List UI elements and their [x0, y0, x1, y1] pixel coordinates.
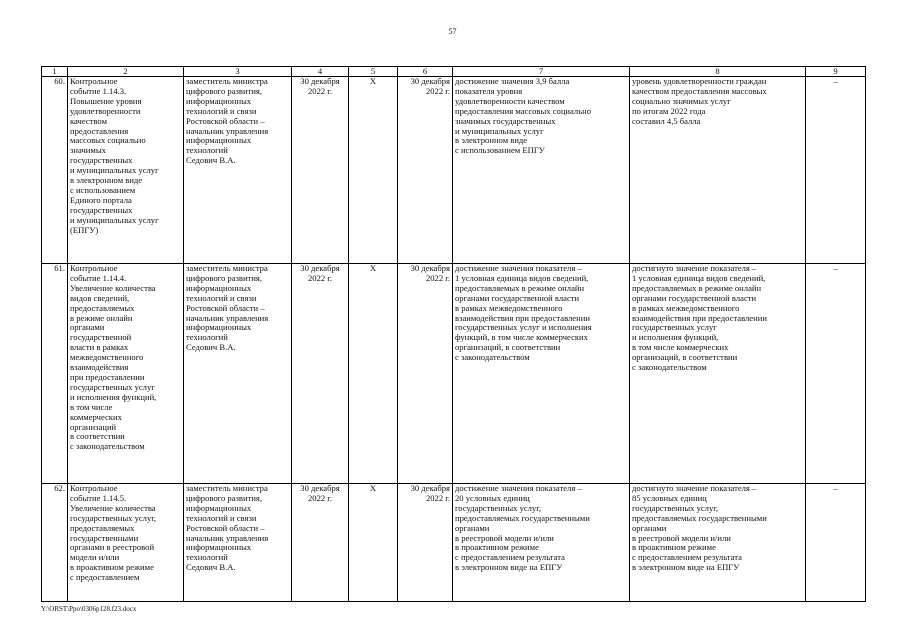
text-line: предоставляемых государственными [455, 512, 590, 523]
text-line: Повышение уровня [70, 95, 142, 106]
text-line: информационных [186, 95, 252, 106]
text-line: технологий и связи [186, 292, 257, 303]
text-line: и муниципальных услуг [70, 214, 159, 225]
text-line: событие 1.14.4. [70, 272, 127, 283]
fact-date-cell [398, 264, 453, 484]
report-table [41, 66, 866, 602]
text-line: технологий и связи [186, 105, 257, 116]
text-line: достижение значения показателя – [455, 483, 582, 493]
text-line: 2022 г. [425, 272, 450, 283]
text-line: в соответствии [70, 431, 125, 442]
text-line: и исполнения функций, [632, 332, 719, 343]
text-line: Ростовской области – [186, 522, 265, 533]
text-line: достижение значения 3,9 балла [455, 76, 570, 86]
file-path-footer: Y:\ORST\Ppo\0306p128.f23.docx [41, 605, 137, 613]
text-line: в электронном виде на ЕПГУ [455, 562, 563, 573]
text-line: государственных [70, 155, 133, 166]
plan-date-cell [292, 264, 349, 484]
text-line: 1 условная единица видов сведений, [455, 272, 589, 283]
text-line: органами [455, 522, 490, 533]
text-line: технологий [186, 552, 228, 563]
x-mark-cell: X [349, 484, 398, 602]
text-line: Седович В.А. [186, 342, 236, 353]
text-line: органами [70, 322, 105, 333]
plan-date-cell [292, 484, 349, 602]
text-line: информационных [186, 135, 252, 146]
text-line: 30 декабря [410, 483, 450, 493]
text-line: в том числе [70, 401, 113, 412]
fact-date-cell [398, 77, 453, 264]
table-row [42, 264, 866, 484]
row-number-cell: 61. [42, 264, 68, 484]
text-line: по итогам 2022 года [632, 105, 706, 116]
text-line: модели и/или [70, 552, 120, 563]
text-line: предоставляемых государственными [632, 512, 767, 523]
text-line: 30 декабря [410, 263, 450, 273]
text-line: составил 4,5 балла [632, 115, 701, 126]
text-line: Контрольное [70, 76, 118, 86]
text-line: Седович В.А. [186, 562, 236, 573]
text-line: информационных [186, 502, 252, 513]
responsible-cell [184, 77, 292, 264]
text-line: с предоставлением [70, 572, 140, 583]
text-line: 20 условных единиц [455, 492, 530, 503]
text-line: в рамках межведомственного [632, 302, 740, 313]
text-line: 85 условных единиц [632, 492, 707, 503]
text-line: в том числе коммерческих [632, 342, 729, 353]
text-line: качеством [70, 115, 108, 126]
text-line: Увеличение количества [70, 502, 156, 513]
text-line: уровень удовлетворенности граждан [632, 76, 767, 86]
column-header: 8 [630, 67, 806, 77]
column-header: 3 [184, 67, 292, 77]
text-line: взаимодействия при предоставлении [632, 312, 767, 323]
column-header: 4 [292, 67, 349, 77]
text-line: государственных услуг и исполнения [455, 322, 592, 333]
text-line: 2022 г. [425, 85, 450, 96]
text-line: при предоставлении [70, 371, 145, 382]
text-line: предоставляемых [70, 522, 135, 533]
text-line: предоставляемых [70, 302, 135, 313]
text-line: Контрольное [70, 483, 118, 493]
text-line: с предоставлением результата [455, 552, 565, 563]
text-line: социально значимых услуг [632, 95, 731, 106]
event-cell [68, 484, 184, 602]
table-row [42, 484, 866, 602]
expected-result-cell [453, 77, 630, 264]
text-line: Контрольное [70, 263, 118, 273]
text-line: заместитель министра [186, 483, 268, 493]
text-line: функций, в том числе коммерческих [455, 332, 588, 343]
text-line: (ЕПГУ) [70, 224, 99, 235]
text-line: заместитель министра [186, 263, 268, 273]
text-line: организаций [70, 421, 117, 432]
text-line: Единого портала [70, 194, 132, 205]
text-line: государственных услуг, [70, 512, 156, 523]
text-line: Седович В.А. [186, 155, 236, 166]
text-line: в электронном виде на ЕПГУ [632, 562, 740, 573]
text-line: предоставляемых в режиме онлайн [455, 282, 585, 293]
text-line: органами [632, 522, 667, 533]
text-line: событие 1.14.3. [70, 85, 127, 96]
text-line: 2022 г. [425, 492, 450, 503]
text-line: значимых [70, 145, 106, 156]
note-cell: – [806, 264, 866, 484]
text-line: органами государственной власти [455, 292, 580, 303]
text-line: взаимодействия при предоставлении [455, 312, 590, 323]
text-line: с законодательством [70, 441, 145, 452]
text-line: предоставления [70, 125, 129, 136]
expected-result-cell [453, 484, 630, 602]
text-line: значимых государственных [455, 115, 556, 126]
text-line: государственных услуг [632, 322, 717, 333]
actual-result-cell [630, 77, 806, 264]
x-mark-cell: X [349, 77, 398, 264]
x-mark-cell: X [349, 264, 398, 484]
column-header: 9 [806, 67, 866, 77]
column-header: 6 [398, 67, 453, 77]
header-row [42, 67, 866, 77]
text-line: технологий и связи [186, 512, 257, 523]
text-line: органами в реестровой [70, 542, 155, 553]
text-line: достижение значения показателя – [455, 263, 582, 273]
text-line: информационных [186, 322, 252, 333]
column-header: 5 [349, 67, 398, 77]
row-number-cell: 62. [42, 484, 68, 602]
text-line: органами государственной власти [632, 292, 757, 303]
text-line: цифрового развития, [186, 85, 263, 96]
text-line: взаимодействия [70, 362, 129, 373]
text-line: коммерческих [70, 411, 122, 422]
event-cell [68, 264, 184, 484]
text-line: цифрового развития, [186, 492, 263, 503]
expected-result-cell [453, 264, 630, 484]
text-line: информационных [186, 282, 252, 293]
text-line: достигнуто значение показателя – [632, 483, 757, 493]
text-line: в проактивном режиме [70, 562, 154, 573]
text-line: 30 декабря [410, 76, 450, 86]
text-line: Ростовской области – [186, 302, 265, 313]
text-line: 30 декабря [300, 76, 340, 86]
text-line: с использованием ЕПГУ [455, 145, 545, 156]
actual-result-cell [630, 484, 806, 602]
text-line: с предоставлением результата [632, 552, 742, 563]
text-line: технологий [186, 332, 228, 343]
text-line: технологий [186, 145, 228, 156]
text-line: предоставления массовых социально [455, 105, 592, 116]
event-cell [68, 77, 184, 264]
column-header: 1 [42, 67, 68, 77]
text-line: 30 декабря [300, 263, 340, 273]
text-line: государственных услуг, [455, 502, 541, 513]
text-line: организаций, в соответствии [455, 342, 561, 353]
text-line: заместитель министра [186, 76, 268, 86]
text-line: достигнуто значение показателя – [632, 263, 757, 273]
text-line: и исполнения функций, [70, 391, 157, 402]
note-cell: – [806, 484, 866, 602]
text-line: удовлетворенности [70, 105, 141, 116]
text-line: удовлетворенности качеством [455, 95, 565, 106]
text-line: предоставляемых в режиме онлайн [632, 282, 762, 293]
plan-date-cell [292, 77, 349, 264]
column-header: 7 [453, 67, 630, 77]
text-line: с использованием [70, 184, 136, 195]
text-line: в реестровой модели и/или [455, 532, 554, 543]
text-line: государственных [70, 204, 133, 215]
text-line: видов сведений, [70, 292, 130, 303]
text-line: 30 декабря [300, 483, 340, 493]
text-line: 2022 г. [307, 492, 333, 503]
text-line: показателя уровня [455, 85, 523, 96]
responsible-cell [184, 264, 292, 484]
row-number-cell: 60. [42, 77, 68, 264]
text-line: массовых социально [70, 135, 146, 146]
text-line: в режиме онлайн [70, 312, 133, 323]
text-line: в проактивном режиме [455, 542, 539, 553]
text-line: цифрового развития, [186, 272, 263, 283]
text-line: в реестровой модели и/или [632, 532, 731, 543]
responsible-cell [184, 484, 292, 602]
table-row [42, 77, 866, 264]
text-line: 2022 г. [307, 85, 333, 96]
column-header: 2 [68, 67, 184, 77]
text-line: с законодательством [632, 362, 707, 373]
text-line: государственными [70, 532, 139, 543]
note-cell: – [806, 77, 866, 264]
text-line: с законодательством [455, 352, 530, 363]
text-line: 1 условная единица видов сведений, [632, 272, 766, 283]
text-line: власти в рамках [70, 342, 129, 353]
text-line: государственных услуг [70, 381, 155, 392]
text-line: 2022 г. [307, 272, 333, 283]
page-number: 57 [448, 27, 457, 36]
text-line: организаций, в соответствии [632, 352, 738, 363]
actual-result-cell [630, 264, 806, 484]
text-line: начальник управления [186, 125, 269, 136]
text-line: событие 1.14.5. [70, 492, 127, 503]
text-line: межведомственного [70, 352, 144, 363]
text-line: государственной [70, 332, 132, 343]
text-line: и муниципальных услуг [455, 125, 544, 136]
text-line: в электронном виде [70, 175, 143, 186]
text-line: в электронном виде [455, 135, 528, 146]
text-line: Ростовской области – [186, 115, 265, 126]
text-line: в проактивном режиме [632, 542, 716, 553]
text-line: государственных услуг, [632, 502, 718, 513]
text-line: информационных [186, 542, 252, 553]
text-line: в рамках межведомственного [455, 302, 563, 313]
text-line: начальник управления [186, 312, 269, 323]
fact-date-cell [398, 484, 453, 602]
text-line: и муниципальных услуг [70, 165, 159, 176]
text-line: начальник управления [186, 532, 269, 543]
text-line: качеством предоставления массовых [632, 85, 767, 96]
text-line: Увеличение количества [70, 282, 156, 293]
